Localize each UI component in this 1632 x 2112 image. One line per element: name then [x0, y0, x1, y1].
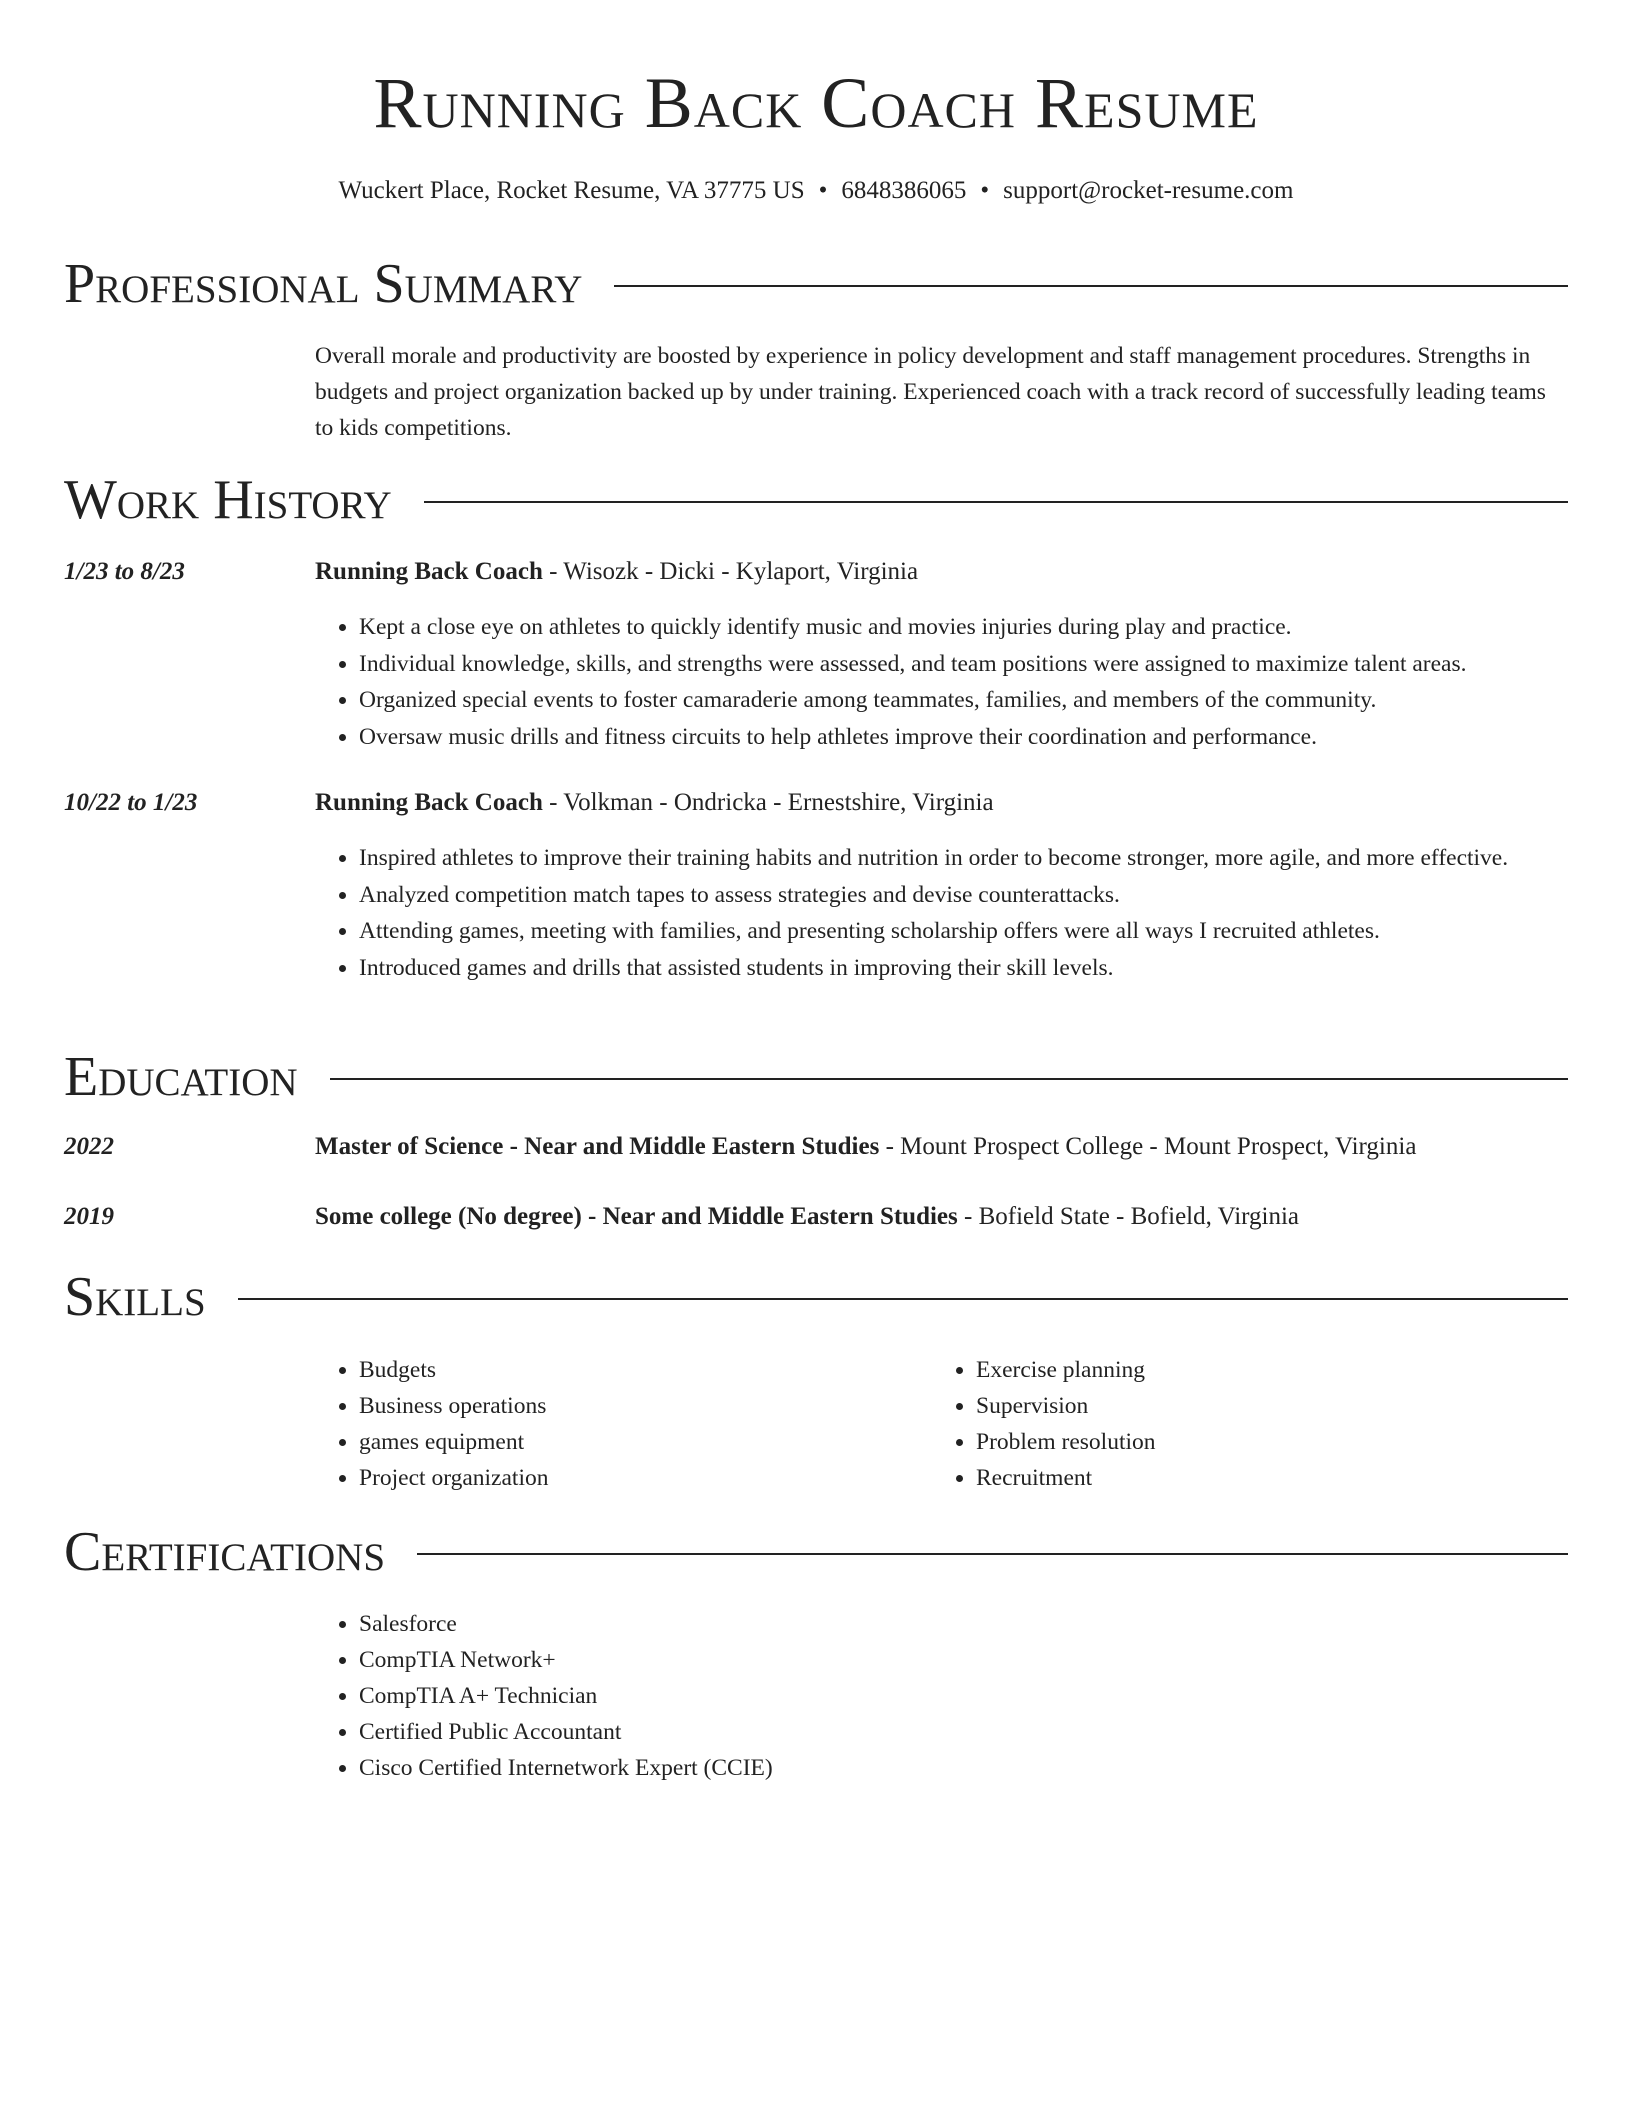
list-item: • Kept a close eye on athletes to quickly identify music and movies injuries during play and practice.	[359, 609, 1599, 646]
section-title-skills: Skills	[64, 1266, 206, 1328]
job-header	[315, 786, 1575, 820]
summary-text: Overall morale and productivity are boosted by experience in policy development and staff management procedures. Strengths in budgets and project organization backed up by under training. Experienced coach with a track record of successfully leading teams to kids competitions.	[315, 343, 1546, 441]
section-divider	[424, 501, 1568, 503]
education-year: 2022	[64, 1133, 114, 1160]
list-item: • Organized special events to foster camaraderie among teammates, families, and members of the community.	[359, 682, 1599, 719]
list-item: • Exercise planning	[976, 1352, 1536, 1388]
contact-email: support@rocket-resume.com	[1003, 177, 1294, 204]
certifications-list	[315, 1606, 1359, 1786]
list-item: • games equipment	[359, 1424, 919, 1460]
contact-separator: •	[818, 177, 828, 204]
section-header-certifications	[64, 1518, 1568, 1586]
list-item: • Problem resolution	[976, 1424, 1536, 1460]
job-details: - Wisozk - Dicki - Kylaport, Virginia	[542, 558, 919, 585]
list-item: • Introduced games and drills that assisted students in improving their skill levels.	[359, 950, 1599, 987]
resume-title: Running Back Coach Resume	[373, 63, 1259, 143]
section-header-work-history	[64, 466, 1568, 534]
job-bullets	[315, 840, 1599, 986]
job-bullets	[315, 609, 1599, 755]
job-dates: 1/23 to 8/23	[64, 558, 185, 585]
section-title-education: Education	[64, 1046, 298, 1108]
education-degree: Master of Science - Near and Middle Eastern Studies	[315, 1133, 880, 1160]
job-title: Running Back Coach	[315, 789, 543, 816]
section-header-skills	[64, 1263, 1568, 1331]
list-item: • CompTIA Network+	[359, 1642, 1359, 1678]
contact-separator: •	[980, 177, 990, 204]
education-degree: Some college (No degree) - Near and Middle Eastern Studies	[315, 1203, 958, 1230]
list-item: • Business operations	[359, 1388, 919, 1424]
list-item: • CompTIA A+ Technician	[359, 1678, 1359, 1714]
education-details: - Mount Prospect College - Mount Prospect, Virginia	[879, 1133, 1417, 1160]
list-item: • Recruitment	[976, 1460, 1536, 1496]
list-item: • Budgets	[359, 1352, 919, 1388]
job-title: Running Back Coach	[315, 558, 543, 585]
skills-list-right	[932, 1352, 1536, 1496]
contact-line	[0, 174, 1632, 208]
skills-list-left	[315, 1352, 919, 1496]
contact-address: Wuckert Place, Rocket Resume, VA 37775 US	[338, 177, 805, 204]
section-divider	[238, 1298, 1568, 1300]
list-item: • Oversaw music drills and fitness circuits to help athletes improve their coordination and performance.	[359, 719, 1599, 756]
list-item: • Cisco Certified Internetwork Expert (CCIE)	[359, 1750, 1359, 1786]
contact-phone: 6848386065	[841, 177, 967, 204]
education-entry	[315, 1130, 1575, 1164]
list-item: • Salesforce	[359, 1606, 1359, 1642]
job-header	[315, 555, 1575, 589]
section-divider	[417, 1553, 1568, 1555]
education-entry	[315, 1200, 1575, 1234]
list-item: • Project organization	[359, 1460, 919, 1496]
list-item: • Analyzed competition match tapes to assess strategies and devise counterattacks.	[359, 877, 1599, 914]
job-details: - Volkman - Ondricka - Ernestshire, Virginia	[542, 789, 994, 816]
section-divider	[614, 285, 1568, 287]
section-title-summary: Professional Summary	[64, 253, 583, 315]
list-item: • Attending games, meeting with families, and presenting scholarship offers were all ways I recruited athletes.	[359, 913, 1599, 950]
job-dates: 10/22 to 1/23	[64, 789, 198, 816]
list-item: • Certified Public Accountant	[359, 1714, 1359, 1750]
section-header-education	[64, 1043, 1568, 1111]
list-item: • Supervision	[976, 1388, 1536, 1424]
list-item: • Inspired athletes to improve their training habits and nutrition in order to become stronger, more agile, and more effective.	[359, 840, 1599, 877]
section-divider	[330, 1078, 1568, 1080]
section-title-certifications: Certifications	[64, 1521, 386, 1583]
section-title-work-history: Work History	[64, 469, 392, 531]
list-item: • Individual knowledge, skills, and strengths were assessed, and team positions were assigned to maximize talent areas.	[359, 646, 1599, 683]
education-details: - Bofield State - Bofield, Virginia	[957, 1203, 1300, 1230]
education-year: 2019	[64, 1203, 114, 1230]
section-header-summary	[64, 250, 1568, 318]
